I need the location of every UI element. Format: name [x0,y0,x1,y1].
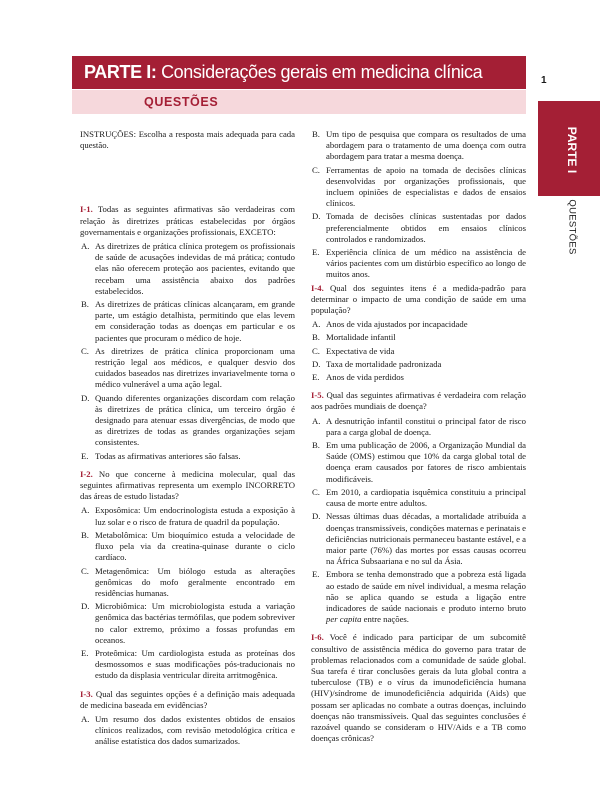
option-e [311,569,526,625]
option-letter: E. [312,569,320,580]
question-number: I-2. [80,468,93,479]
option-letter: D. [312,211,321,222]
option-letter: C. [312,486,320,497]
option-b [311,332,526,343]
left-column [80,129,295,755]
option-text: Anos de vida ajustados por incapacidade [326,319,468,330]
option-letter: B. [312,440,320,451]
option-letter: A. [312,319,321,330]
option-list-continued [311,129,526,281]
option-letter: C. [312,164,320,175]
side-tab-part: PARTE I [565,126,579,174]
part-label: PARTE I: [84,62,157,82]
option-e [80,648,295,682]
option-list [80,241,295,462]
option-d [311,359,526,370]
option-letter: D. [312,511,321,522]
question-text: Você é indicado para participar de um subcomitê consultivo de assistência médica do governo para tratar de problemas relacionados com a comunidade de saúde global. Sua tarefa é tirar conclusões gerais da luta global contra a tuberculose (TB) e o vírus da imunodeficiência humana (HIV)/síndrome de imunodeficiência adquirida (Aids) que possam ser aplicadas no combate a outras doenças, incluindo doenças não transmissíveis. Qual das seguintes conclusões é razoável quando se consideram o HIV/Aids e a TB como doenças crônicas? [311,632,527,744]
question-i-1 [80,204,295,461]
option-a [80,505,295,527]
option-a [80,241,295,297]
option-d [80,393,295,449]
option-text: Proteômica: Um cardiologista estuda as proteínas dos desmossomos e suas modificações pós-traducionais no estudo da displasia ventricular direita arritmogênica. [95,647,295,681]
option-text: Em 2010, a cardiopatia isquêmica constituiu a principal causa de morte entre adultos. [326,486,526,509]
option-list [311,319,526,383]
option-letter: D. [312,358,321,369]
question-text: Qual dos seguintes itens é a medida-padrão para determinar o impacto de uma condição de saúde em uma população? [311,282,526,316]
option-text: Ferramentas de apoio na tomada de decisões clínicas desenvolvidas por organizações profissionais, que incluem opiniões de especialistas e dados de ensaios clínicos. [326,164,526,209]
option-letter: A. [81,241,90,252]
page-number: 1 [541,75,547,86]
question-number: I-1. [80,204,93,215]
option-a [80,714,295,748]
option-b [80,299,295,344]
option-c [311,346,526,357]
option-letter: E. [312,247,320,258]
question-stem [80,689,295,711]
option-letter: D. [81,392,90,403]
option-text: Mortalidade infantil [326,332,396,343]
side-tab-section: QUESTÕES [566,199,578,255]
option-letter: B. [312,332,320,343]
part-title-text: Considerações gerais em medicina clínica [161,62,483,82]
option-text: As diretrizes de prática clínica proporcionam uma restrição legal aos médicos, e qualquer desvio dos cuidados baseados nas diretrizes invariavelmente torna o médico vulnerável a uma ação legal. [95,345,295,390]
question-i-5 [311,390,526,625]
question-number: I-4. [311,282,324,293]
option-c [80,346,295,391]
question-number: I-5. [311,390,324,401]
option-letter: B. [81,529,89,540]
question-i-3 [80,689,295,748]
option-text: Metabolômica: Um bioquímico estuda a velocidade de fluxo pela via da creatina-quinase durante o ciclo cardíaco. [95,529,295,563]
option-b [311,440,526,485]
question-stem [80,469,295,503]
question-text: No que concerne à medicina molecular, qual das seguintes afirmativas representa um exemplo INCORRETO das áreas de estudo listadas? [80,468,296,502]
option-letter: E. [81,450,89,461]
option-text: Expectativa de vida [326,345,395,356]
section-title: QUESTÕES [144,95,219,109]
option-text: Anos de vida perdidos [326,372,404,383]
option-text: Tomada de decisões clínicas sustentadas por dados preferencialmente obtidos em ensaios clínicos controlados e randomizados. [326,211,526,244]
question-i-2 [80,469,295,682]
option-a [311,416,526,438]
option-list [80,505,295,681]
option-letter: C. [312,345,320,356]
option-text: Experiência clínica de um médico na assistência de vários pacientes com um distúrbio específico ao longo de muitos anos. [326,247,526,280]
question-text: Qual das seguintes afirmativas é verdadeira com relação aos padrões mundiais de doença? [311,390,527,412]
option-text: As diretrizes de práticas clínicas alcançaram, em grande parte, um estágio detalhista, permitindo que elas levem em consideração todas as doenças em particular e os pacientes que procuram o médico de hoje. [95,299,295,343]
question-i-4 [311,283,526,384]
option-text: Nessas últimas duas décadas, a mortalidade atribuída a doenças transmissíveis, condições maternas e perinatais e deficiências nutricionais permaneceu bastante estável, e a maior parte (76%) das mortes por essas causas ocorreu na África Subsaariana e no sul da Ásia. [326,511,526,567]
question-stem [311,632,526,744]
option-letter: E. [81,647,89,658]
option-letter: A. [312,415,321,426]
option-e [311,372,526,383]
option-text: A desnutrição infantil constitui o principal fator de risco para a carga global de doença. [326,415,526,437]
section-band [72,90,526,114]
option-b [80,530,295,564]
option-letter: C. [81,565,89,576]
option-text: As diretrizes de prática clínica protegem os profissionais de saúde de acusações indevidas de má prática; contudo elas não oferecem proteção aos pacientes, evitando que recebam uma assistência abaixo dos padrões estabelecidos. [95,241,295,296]
option-text: Um tipo de pesquisa que compara os resultados de uma abordagem para o tratamento de uma doença com outra abordagem para tratar a mesma doença. [326,129,526,162]
question-stem [80,204,295,238]
option-letter: D. [81,601,90,612]
option-text: Todas as afirmativas anteriores são falsas. [95,450,241,461]
part-title [84,60,482,84]
instructions: INSTRUÇÕES: Escolha a resposta mais adequada para cada questão. [80,129,295,151]
option-d [311,211,526,245]
option-text: Taxa de mortalidade padronizada [326,358,442,369]
question-stem [311,390,526,412]
option-e [80,451,295,462]
option-letter: C. [81,345,89,356]
question-number: I-3. [80,688,93,699]
option-letter: B. [81,299,89,310]
option-c [311,487,526,509]
option-e [311,247,526,281]
option-text: Exposômica: Um endocrinologista estuda a exposição à luz solar e o risco de fratura de quadril da população. [95,505,295,527]
option-letter: B. [312,129,320,139]
option-c [80,566,295,600]
option-list [311,416,526,626]
question-text: Qual das seguintes opções é a definição mais adequada de medicina baseada em evidências? [80,688,296,710]
option-text: Um resumo dos dados existentes obtidos de ensaios clínicos realizados, com revisão metodológica crítica e análise estatística dos dados sumarizados. [95,713,295,747]
option-text: Embora se tenha demonstrado que a pobreza está ligada ao estado de saúde em nível individual, a mesma relação não se aplica quando se estuda a ligação entre indicadores de saúde nacionais e produto interno bruto [326,569,526,613]
option-letter: A. [81,713,90,724]
option-text-tail: entre nações. [361,614,409,625]
option-letter: E. [312,372,320,383]
option-list [80,714,295,748]
right-column [311,129,526,751]
option-d [80,601,295,646]
question-i-6 [311,632,526,744]
option-text: Quando diferentes organizações discordam com relação às diretrizes de prática clínica, um terceiro órgão é designado para atenuar essas divergências, de modo que as diretrizes de todas as grandes organizações sejam consistentes. [95,392,295,448]
option-letter: A. [81,505,90,516]
question-text: Todas as seguintes afirmativas são verdadeiras com relação às diretrizes práticas estabelecidas por órgãos governamentais e organizações profissionais, EXCETO: [80,204,296,237]
option-text: Metagenômica: Um biólogo estuda as alterações genômicas do mofo geralmente encontrado em residências humanas. [95,565,295,598]
option-text: Em uma publicação de 2006, a Organização Mundial da Saúde (OMS) estimou que 10% da carga global total de doença eram causados por fatores de risco ambientais modificáveis. [326,440,526,484]
option-c [311,165,526,210]
question-number: I-6. [311,632,324,643]
option-d [311,511,526,567]
option-text: Microbiômica: Um microbiologista estuda a variação genômica das bactérias termófilas, que podem sobreviver no calor extremo, próximo a fossas profundas em oceanos. [95,601,295,645]
question-stem [311,283,526,317]
option-emphasis: per capita [326,614,362,625]
option-a [311,319,526,330]
option-b [311,129,526,163]
